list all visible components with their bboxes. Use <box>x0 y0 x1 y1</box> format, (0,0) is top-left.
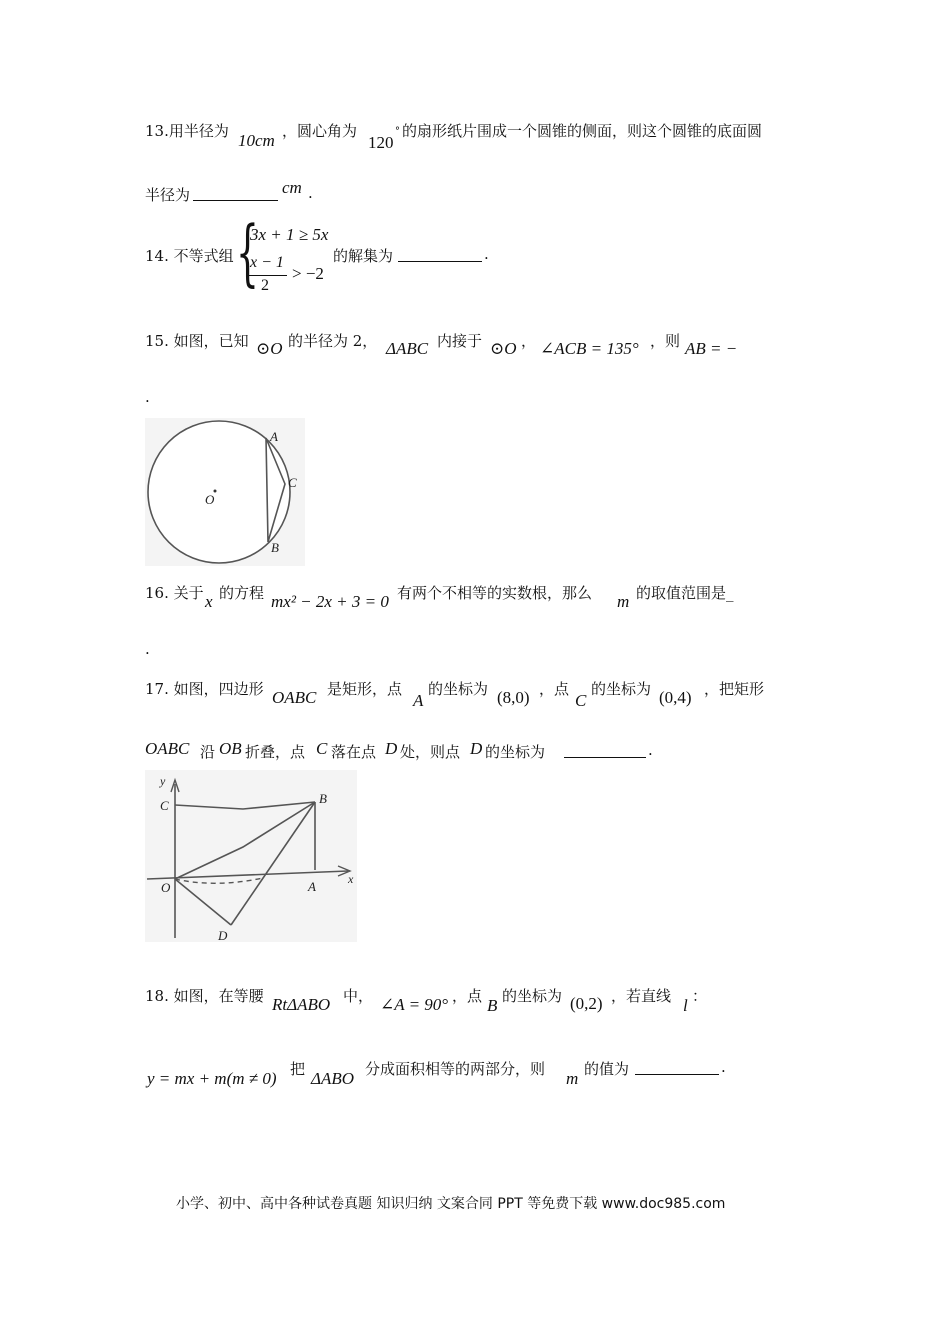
q15-text-3: ，则 <box>650 332 681 350</box>
q16-equation: mx² − 2x + 3 = 0 <box>271 592 389 611</box>
q14-answer-blank <box>398 247 482 262</box>
q13-end: . <box>308 184 313 202</box>
q14-fraction-numerator: x − 1 <box>250 254 284 271</box>
q17-label-y: y <box>160 774 166 788</box>
q16-var-x: x <box>205 592 213 611</box>
q15-label-c: C <box>288 475 297 490</box>
q18-answer-blank <box>635 1060 719 1075</box>
q18-text-3: 的坐标为 <box>502 987 563 1005</box>
q17-d2: D <box>470 739 483 758</box>
q18-line2-text-2: 分成面积相等的两部分，则 <box>365 1060 546 1078</box>
q17-line2-oabc: OABC <box>145 739 190 758</box>
q17-point-c: C <box>575 691 587 710</box>
q14-end: . <box>484 245 489 263</box>
q13-angle: 120 <box>368 133 394 152</box>
q13-answer-blank <box>193 186 278 201</box>
q13-unit: cm <box>282 178 302 197</box>
q17-coord-c: (0,4) <box>659 688 692 707</box>
q13-text-mid: ，圆心角为 <box>282 122 358 140</box>
q16-text-1: 的方程 <box>219 584 265 602</box>
q17-line2-text-2: 折叠，点 <box>245 743 306 761</box>
q18-triangle: RtΔABO <box>272 995 331 1014</box>
q17-line2-text-4: 处，则点 <box>400 743 461 761</box>
q17-text-3: ，点 <box>539 680 570 698</box>
q15-circle-o: ⊙O <box>256 339 283 358</box>
q18-line-l: l <box>683 996 688 1015</box>
q17-answer-blank <box>564 743 646 758</box>
q15-end: . <box>145 388 150 406</box>
q18-text-start: 18. 如图，在等腰 <box>145 987 264 1005</box>
q17-text-1: 是矩形，点 <box>327 680 403 698</box>
q17-label-d: D <box>218 928 228 942</box>
q16-var-m: m <box>617 592 630 611</box>
q18-coord-b: (0,2) <box>570 994 603 1013</box>
q13-text-tail: 的扇形纸片围成一个圆锥的侧面，则这个圆锥的底面圆 <box>402 122 763 140</box>
q15-label-o: O <box>205 492 215 507</box>
q16-text-2: 有两个不相等的实数根，那么 <box>397 584 593 602</box>
q15-triangle: ΔABC <box>386 339 429 358</box>
q17-line2-text-5: 的坐标为 <box>485 743 546 761</box>
q18-end: . <box>721 1058 726 1076</box>
q17-d1: D <box>385 739 398 758</box>
q17-line2-text-3: 落在点 <box>331 743 377 761</box>
q15-figure <box>145 418 305 566</box>
q16-end: . <box>145 640 150 658</box>
q17-ob: OB <box>219 739 242 758</box>
q17-line2-text-1: 沿 <box>200 743 216 761</box>
q13-degree: ° <box>395 126 400 137</box>
q18-line-equation: y = mx + m(m ≠ 0) <box>147 1069 277 1088</box>
q13-text-start: 13.用半径为 <box>145 122 229 140</box>
q17-text-2: 的坐标为 <box>428 680 489 698</box>
q16-text-3: 的取值范围是_ <box>636 584 734 602</box>
q17-oabc: OABC <box>272 688 317 707</box>
q14-brace: { <box>236 210 259 294</box>
q14-fraction-denominator: 2 <box>261 277 269 294</box>
q15-label-b: B <box>271 540 279 555</box>
q17-text-start: 17. 如图，四边形 <box>145 680 264 698</box>
q17-label-x: x <box>348 872 354 886</box>
q18-angle-expr: ∠A = 90° <box>380 995 449 1014</box>
q17-end: . <box>648 741 653 759</box>
q18-triangle-2: ΔABO <box>311 1069 355 1088</box>
q17-text-4: 的坐标为 <box>591 680 652 698</box>
q17-coord-a: (8,0) <box>497 688 530 707</box>
q15-circle-o-2: ⊙O <box>490 339 517 358</box>
q18-point-b: B <box>487 996 498 1015</box>
q18-line2-text-3: 的值为 <box>584 1060 630 1078</box>
q18-text-2: ，点 <box>452 987 483 1005</box>
q17-point-a: A <box>413 691 424 710</box>
q18-line2-text-1: 把 <box>290 1060 306 1078</box>
q17-c2: C <box>316 739 328 758</box>
q15-text-start: 15. 如图，已知 <box>145 332 249 350</box>
q16-text-start: 16. 关于 <box>145 584 204 602</box>
q15-comma: ， <box>521 332 537 350</box>
q18-text-1: 中， <box>343 987 374 1005</box>
q15-ab-expr: AB = − <box>685 339 738 358</box>
q14-inequality-2-rhs: > −2 <box>292 264 324 283</box>
q14-text-start: 14. 不等式组 <box>145 247 234 265</box>
q18-colon: ： <box>692 987 708 1005</box>
q13-line2-text: 半径为 <box>145 186 191 204</box>
q15-text-2: 内接于 <box>437 332 483 350</box>
q15-angle-expr: ∠ACB = 135° <box>540 339 639 358</box>
q14-fraction-bar <box>249 275 287 276</box>
q18-var-m: m <box>566 1069 579 1088</box>
q15-text-1: 的半径为 2， <box>288 332 378 350</box>
q17-label-a: A <box>308 879 316 894</box>
q17-label-b: B <box>319 791 327 806</box>
q14-inequality-1: 3x + 1 ≥ 5x <box>250 225 329 244</box>
q18-text-4: ，若直线 <box>611 987 672 1005</box>
q17-label-o: O <box>161 880 171 895</box>
footer-text: 小学、初中、高中各种试卷真题 知识归纳 文案合同 PPT 等免费下载 www.doc985.com <box>176 1196 726 1212</box>
q17-label-c: C <box>160 798 169 813</box>
q14-text-tail: 的解集为 <box>333 247 394 265</box>
q17-text-5: ，把矩形 <box>704 680 765 698</box>
q17-figure <box>145 770 357 942</box>
q15-label-a: A <box>270 429 278 444</box>
q13-radius: 10cm <box>238 131 275 150</box>
